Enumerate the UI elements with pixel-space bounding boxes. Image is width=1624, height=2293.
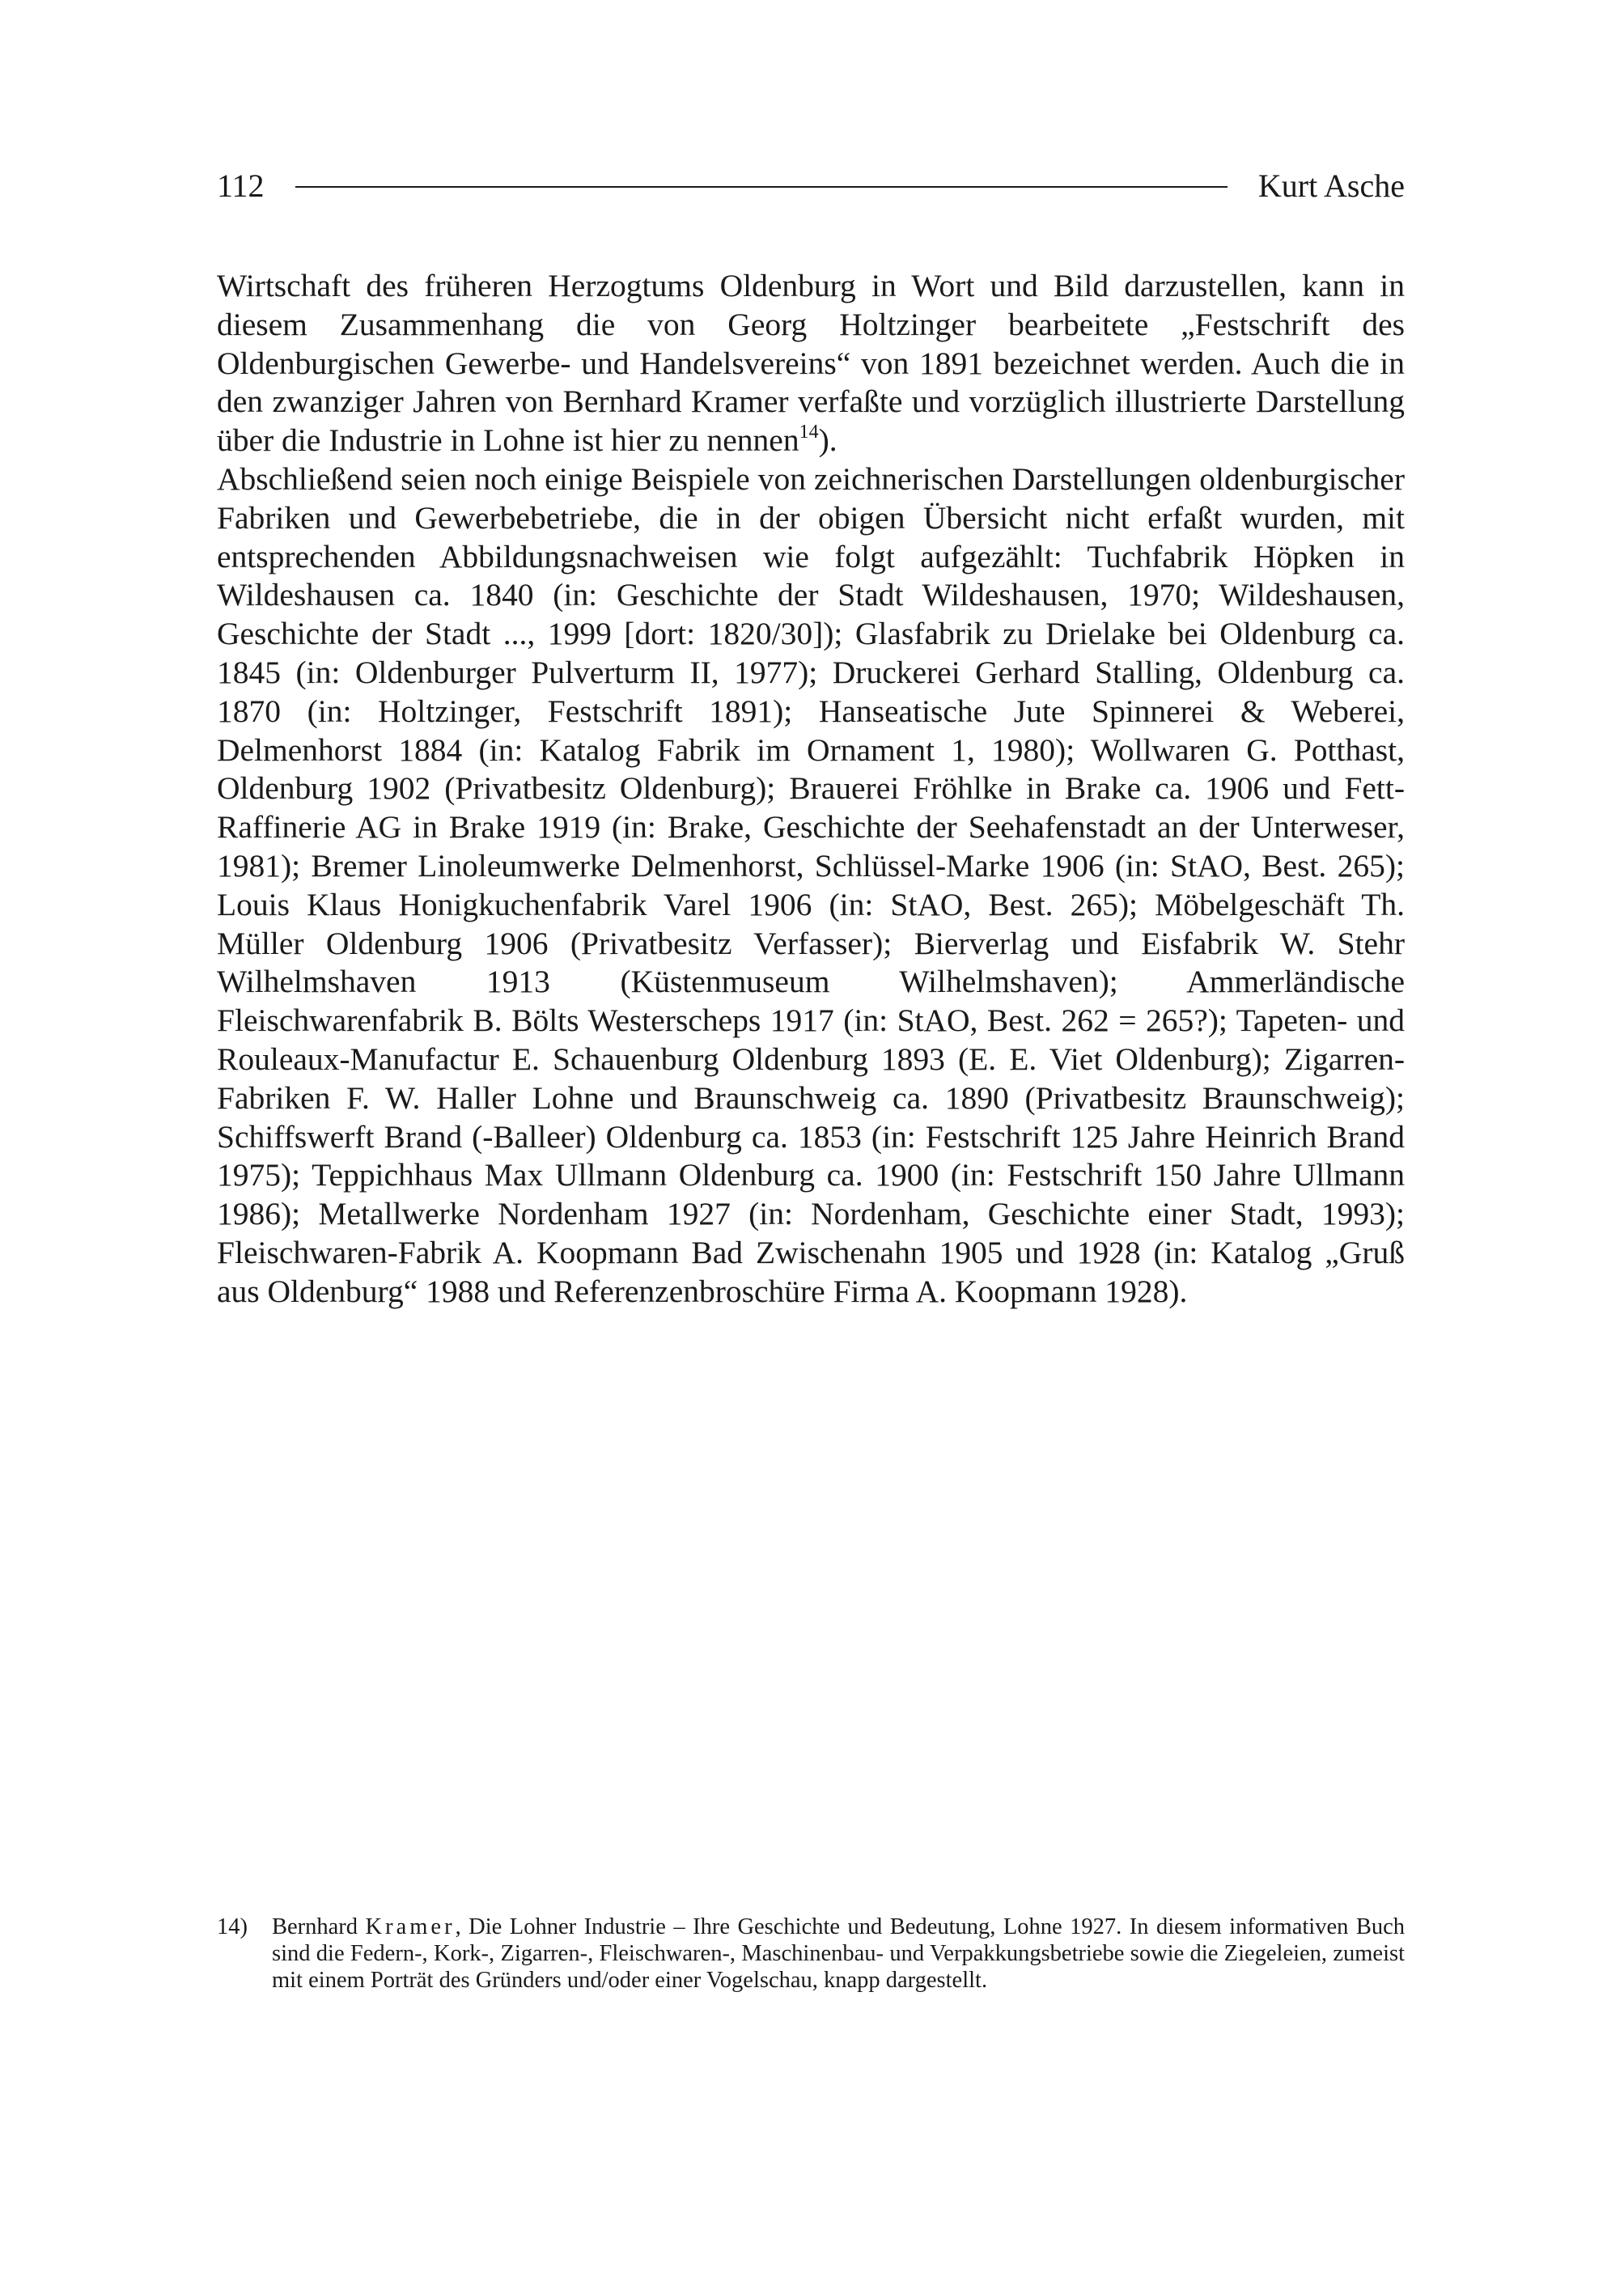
paragraph-1-end: ).	[818, 422, 837, 459]
footnote-body: , Die Lohner Industrie – Ihre Geschichte und Bedeutung, Lohne 1927. In diesem informativen Buch sind die Federn-, Kork-, Zigarren-, Fleischwaren-, Maschinenbau- und Verpakkungsbetriebe sowie die Ziegeleien, zumeist mit einem Porträt des Gründers und/oder einer Vogelschau, knapp dargestellt.	[272, 1914, 1405, 1993]
body-text	[217, 267, 1405, 1312]
running-header	[217, 166, 1405, 205]
footnote-mark: 14)	[217, 1914, 248, 1939]
running-head-author: Kurt Asche	[1257, 167, 1405, 204]
paragraph-2: Abschließend seien noch einige Beispiele von zeichnerischen Darstellungen oldenburgischer Fabriken und Gewerbebetriebe, die in der obigen Übersicht nicht erfaßt wurden, mit entsprechenden Abbildungsnachweisen wie folgt aufgezählt: Tuchfabrik Höpken in Wildeshausen ca. 1840 (in: Geschichte der Stadt Wildeshausen, 1970; Wildeshausen, Geschichte der Stadt ..., 1999 [dort: 1820/30]); Glasfabrik zu Drielake bei Oldenburg ca. 1845 (in: Oldenburger Pulverturm II, 1977); Druckerei Gerhard Stalling, Oldenburg ca. 1870 (in: Holtzinger, Festschrift 1891); Hanseatische Jute Spinnerei & Weberei, Delmenhorst 1884 (in: Katalog Fabrik im Ornament 1, 1980); Wollwaren G. Potthast, Oldenburg 1902 (Privatbesitz Oldenburg); Brauerei Fröhlke in Brake ca. 1906 und Fett-Raffinerie AG in Brake 1919 (in: Brake, Geschichte der Seehafenstadt an der Unterweser, 1981); Bremer Linoleumwerke Delmenhorst, Schlüssel-Marke 1906 (in: StAO, Best. 265); Louis Klaus Honigkuchenfabrik Varel 1906 (in: StAO, Best. 265); Möbelgeschäft Th. Müller Oldenburg 1906 (Privatbesitz Verfasser); Bierverlag und Eisfabrik W. Stehr Wilhelmshaven 1913 (Küstenmuseum Wilhelmshaven); Ammerländische Fleischwarenfabrik B. Bölts Westerscheps 1917 (in: StAO, Best. 262 = 265?); Tapeten- und Rouleaux-Manufactur E. Schauenburg Oldenburg 1893 (E. E. Viet Oldenburg); Zigarren-Fabriken F. W. Haller Lohne und Braunschweig ca. 1890 (Privatbesitz Braunschweig); Schiffswerft Brand (-Balleer) Oldenburg ca. 1853 (in: Festschrift 125 Jahre Heinrich Brand 1975); Teppichhaus Max Ullmann Oldenburg ca. 1900 (in: Festschrift 150 Jahre Ullmann 1986); Metallwerke Nordenham 1927 (in: Nordenham, Geschichte einer Stadt, 1993); Fleischwaren-Fabrik A. Koopmann Bad Zwischenahn 1905 und 1928 (in: Katalog „Gruß aus Oldenburg“ 1988 und Referenzenbroschüre Firma A. Koopmann 1928).	[217, 460, 1405, 1309]
paragraph-1	[217, 267, 1405, 460]
footnote-author-last: Kramer	[365, 1914, 456, 1939]
footnote-reference-14[interactable]: 14	[799, 422, 819, 443]
footnote-text	[272, 1914, 1405, 1994]
paragraph-1-text: Wirtschaft des früheren Herzogtums Oldenburg in Wort und Bild darzustellen, kann in diesem Zusammenhang die von Georg Holtzinger bearbeitete „Festschrift des Oldenburgischen Gewerbe- und Handelsvereins“ von 1891 bezeichnet werden. Auch die in den zwanziger Jahren von Bernhard Kramer verfaßte und vorzüglich illustrierte Darstellung über die Industrie in Lohne ist hier zu nennen	[217, 268, 1405, 459]
footnote-author-first: Bernhard	[272, 1914, 366, 1939]
footnote-14	[217, 1914, 1405, 1994]
page-number: 112	[217, 167, 265, 204]
footnotes	[217, 1914, 1405, 1994]
header-rule	[295, 186, 1228, 188]
